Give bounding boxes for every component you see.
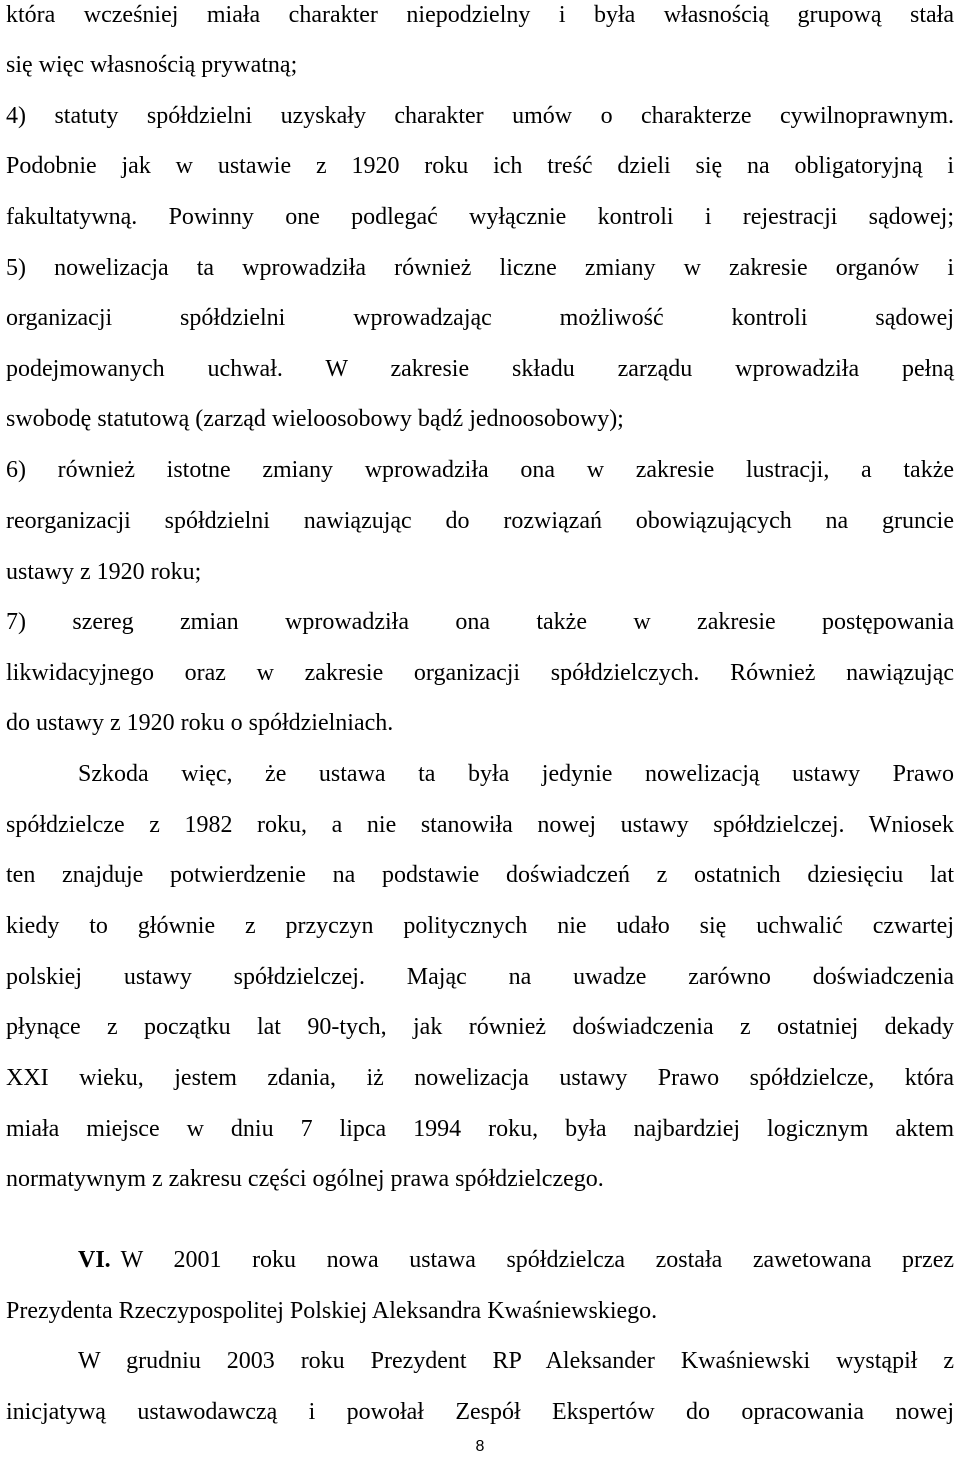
text-line: 6) również istotne zmiany wprowadziła ona w zakresie lustracji, a także [6, 457, 954, 483]
text-line: podejmowanych uchwał. W zakresie składu zarządu wprowadziła pełną [6, 356, 954, 382]
text-line: W 2001 roku nowa ustawa spółdzielcza została zawetowana przez [120, 1247, 954, 1273]
text-line: swobodę statutową (zarząd wieloosobowy bądź jednoosobowy); [6, 406, 624, 432]
section-number: VI. [78, 1247, 111, 1273]
text-line: Podobnie jak w ustawie z 1920 roku ich treść dzieli się na obligatoryjną i [6, 153, 954, 179]
paragraph-first-line: W grudniu 2003 roku Prezydent RP Aleksander Kwaśniewski wystąpił z [78, 1348, 954, 1374]
text-line: miała miejsce w dniu 7 lipca 1994 roku, była najbardziej logicznym aktem [6, 1116, 954, 1142]
text-line: normatywnym z zakresu części ogólnej prawa spółdzielczego. [6, 1166, 604, 1192]
text-line: spółdzielcze z 1982 roku, a nie stanowiła nowej ustawy spółdzielczej. Wniosek [6, 812, 954, 838]
text-line: ustawy z 1920 roku; [6, 559, 202, 585]
text-line: Prezydenta Rzeczypospolitej Polskiej Aleksandra Kwaśniewskiego. [6, 1298, 658, 1324]
text-line: XXI wieku, jestem zdania, iż nowelizacja ustawy Prawo spółdzielcze, która [6, 1065, 954, 1091]
text-line: 4) statuty spółdzielni uzyskały charakter umów o charakterze cywilnoprawnym. [6, 103, 954, 129]
text-line: 7) szereg zmian wprowadziła ona także w zakresie postępowania [6, 609, 954, 635]
page-number: 8 [475, 1438, 485, 1455]
text-line: polskiej ustawy spółdzielczej. Mając na uwadze zarówno doświadczenia [6, 964, 954, 990]
text-line: która wcześniej miała charakter niepodzielny i była własnością grupową stała [6, 2, 954, 28]
text-line: organizacji spółdzielni wprowadzając możliwość kontroli sądowej [6, 305, 954, 331]
text-line: likwidacyjnego oraz w zakresie organizacji spółdzielczych. Również nawiązując [6, 660, 954, 686]
text-line: płynące z początku lat 90-tych, jak również doświadczenia z ostatniej dekady [6, 1014, 954, 1040]
text-line: do ustawy z 1920 roku o spółdzielniach. [6, 710, 394, 736]
text-line: inicjatywą ustawodawczą i powołał Zespół Ekspertów do opracowania nowej [6, 1399, 954, 1425]
text-line: się więc własnością prywatną; [6, 52, 298, 78]
section-heading-line [78, 1245, 954, 1275]
text-line: kiedy to głównie z przyczyn politycznych nie udało się uchwalić czwartej [6, 913, 954, 939]
paragraph-first-line: Szkoda więc, że ustawa ta była jedynie nowelizacją ustawy Prawo [78, 761, 954, 787]
text-line: fakultatywną. Powinny one podlegać wyłącznie kontroli i rejestracji sądowej; [6, 204, 954, 230]
text-line: 5) nowelizacja ta wprowadziła również liczne zmiany w zakresie organów i [6, 255, 954, 281]
text-line: ten znajduje potwierdzenie na podstawie doświadczeń z ostatnich dziesięciu lat [6, 862, 954, 888]
text-line: reorganizacji spółdzielni nawiązując do rozwiązań obowiązujących na gruncie [6, 508, 954, 534]
